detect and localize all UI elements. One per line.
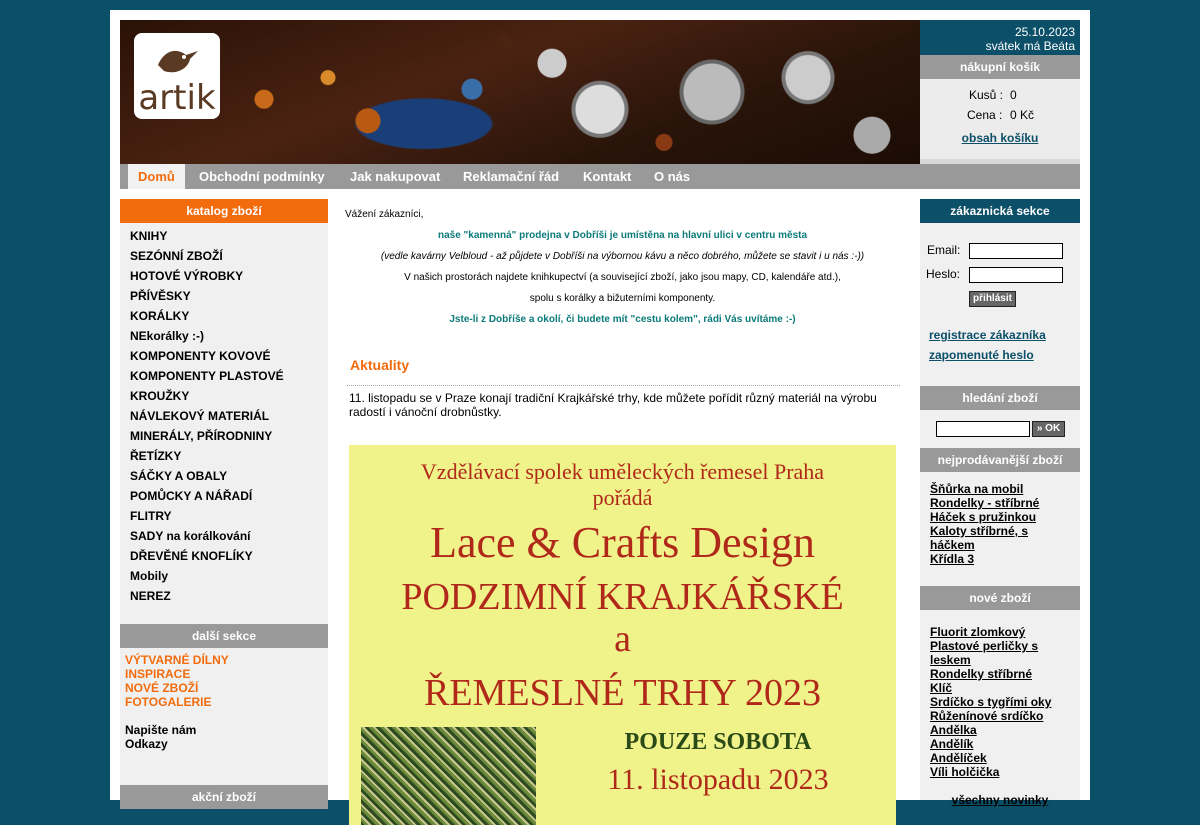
poster-line-5: a	[614, 618, 631, 660]
catalog-item[interactable]: KNIHY	[130, 229, 168, 243]
lace-picture	[361, 727, 536, 825]
nav-about[interactable]: O nás	[654, 169, 691, 184]
nav-terms[interactable]: Obchodní podmínky	[199, 169, 325, 184]
new-item[interactable]: Andělíček	[930, 751, 987, 765]
new-item[interactable]: Fluorit zlomkový	[930, 625, 1026, 639]
welcome-line-4: spolu s korálky a bižuterními komponenty.	[529, 293, 716, 304]
cart-items-value: 0	[1010, 88, 1017, 102]
welcome-greeting: Vážení zákazníci,	[345, 209, 424, 220]
nav-how-to-buy[interactable]: Jak nakupovat	[350, 169, 441, 184]
new-item[interactable]: Rondelky stříbrné	[930, 667, 1033, 681]
section-link-workshops[interactable]: VÝTVARNÉ DÍLNY	[125, 653, 229, 667]
nav-contact[interactable]: Kontakt	[583, 169, 632, 184]
page	[110, 10, 1090, 807]
catalog-item[interactable]: FLITRY	[130, 509, 172, 523]
cart-items-label: Kusů :	[969, 88, 1004, 102]
nav-home[interactable]: Domů	[128, 164, 185, 189]
cart-contents-link[interactable]: obsah košíku	[961, 131, 1039, 145]
news-title: Aktuality	[350, 357, 410, 373]
new-item[interactable]: Plastové perličky s leskem	[930, 639, 1039, 667]
email-label: Email:	[927, 243, 961, 257]
header-banner-image	[120, 20, 920, 164]
nav-complaints[interactable]: Reklamační řád	[463, 169, 560, 184]
forgot-password-link[interactable]: zapomenuté heslo	[929, 348, 1034, 362]
poster-line-7: POUZE SOBOTA	[624, 729, 812, 755]
current-date: 25.10.2023	[1014, 25, 1075, 39]
poster-line-1: Vzdělávací spolek uměleckých řemesel Praha	[420, 459, 825, 484]
new-goods-list	[930, 625, 1070, 779]
poster-line-6: ŘEMESLNÉ TRHY 2023	[424, 672, 821, 714]
divider	[347, 385, 900, 386]
poster-line-2: pořádá	[592, 485, 653, 510]
catalog-title: katalog zboží	[120, 199, 328, 223]
new-item[interactable]: Andělka	[930, 723, 977, 737]
shopping-cart-box	[920, 20, 1080, 164]
cart-title: nákupní košík	[920, 55, 1080, 79]
cart-summary	[920, 79, 1080, 159]
poster-line-8: 11. listopadu 2023	[607, 763, 829, 796]
catalog-item[interactable]: KOMPONENTY KOVOVÉ	[130, 349, 271, 363]
catalog-item[interactable]: POMŮCKY A NÁŘADÍ	[130, 489, 253, 503]
catalog-item[interactable]: MINERÁLY, PŘÍRODNINY	[130, 429, 273, 443]
catalog-item[interactable]: ŘETÍZKY	[130, 449, 182, 463]
site-logo[interactable]	[134, 33, 220, 119]
new-item[interactable]: Růženínové srdíčko	[930, 709, 1044, 723]
cart-price-value: 0 Kč	[1010, 108, 1035, 122]
event-poster-image[interactable]	[349, 445, 896, 825]
bestsellers-list	[930, 482, 1070, 566]
bestsellers-title: nejprodávanější zboží	[920, 448, 1080, 472]
bestseller-item[interactable]: Háček s pružinkou	[930, 510, 1037, 524]
section-link-links[interactable]: Odkazy	[125, 737, 168, 751]
catalog-item[interactable]: PŘÍVĚSKY	[130, 289, 191, 303]
catalog-item[interactable]: Mobily	[130, 569, 168, 583]
section-link-write-us[interactable]: Napište nám	[125, 723, 197, 737]
bestseller-item[interactable]: Křídla 3	[930, 552, 975, 566]
catalog-item[interactable]: SEZÓNNÍ ZBOŽÍ	[130, 249, 223, 263]
catalog-item[interactable]: KOMPONENTY PLASTOVÉ	[130, 369, 284, 383]
section-link-new-goods[interactable]: NOVÉ ZBOŽÍ	[125, 681, 199, 695]
register-link[interactable]: registrace zákazníka	[929, 328, 1046, 342]
new-item[interactable]: Andělík	[930, 737, 974, 751]
all-new-items-link[interactable]: všechny novinky	[951, 793, 1049, 807]
left-sidebar	[120, 199, 328, 804]
password-field[interactable]	[969, 267, 1063, 283]
new-goods-title: nové zboží	[920, 586, 1080, 610]
catalog-item[interactable]: HOTOVÉ VÝROBKY	[130, 269, 244, 283]
date-box	[920, 20, 1080, 55]
cart-price-label: Cena :	[967, 108, 1003, 122]
catalog-item[interactable]: DŘEVĚNÉ KNOFLÍKY	[130, 549, 253, 563]
new-item[interactable]: Víli holčička	[930, 765, 1000, 779]
new-item[interactable]: Klíč	[930, 681, 953, 695]
section-link-inspiration[interactable]: INSPIRACE	[125, 667, 191, 681]
header	[120, 20, 1080, 164]
bestseller-item[interactable]: Rondelky - stříbrné	[930, 496, 1040, 510]
main-content	[345, 209, 900, 796]
welcome-line-2: (vedle kavárny Velbloud - až půjdete v Dobříši na výbornou kávu a něco dobrého, můžete se stavit i u nás :-))	[380, 251, 865, 262]
catalog-item[interactable]: NEkorálky :-)	[130, 329, 205, 343]
poster-line-4: PODZIMNÍ KRAJKÁŘSKÉ	[401, 576, 844, 618]
customer-section-title: zákaznická sekce	[920, 199, 1080, 223]
catalog-item[interactable]: NEREZ	[130, 589, 171, 603]
catalog-item[interactable]: KORÁLKY	[130, 309, 190, 323]
welcome-line-5: Jste-li z Dobříše a okolí, či budete mít "cestu kolem", rádi Vás uvítáme :-)	[449, 314, 796, 325]
search-title: hledání zboží	[920, 386, 1080, 410]
catalog-item[interactable]: NÁVLEKOVÝ MATERIÁL	[130, 409, 270, 423]
sale-goods-title: akční zboží	[120, 785, 328, 809]
catalog-item[interactable]: SADY na korálkování	[130, 529, 251, 543]
news-text: 11. listopadu se v Praze konají tradiční Krajkářské trhy, kde můžete pořídit různý materiál na výrobu radostí i vánoční drobnůstky.	[349, 391, 877, 419]
bestseller-item[interactable]: Šňůrka na mobil	[930, 482, 1024, 496]
right-sidebar	[920, 199, 1080, 807]
bird-icon	[154, 43, 200, 77]
search-button[interactable]: » OK	[1032, 421, 1065, 437]
section-link-photogallery[interactable]: FOTOGALERIE	[125, 695, 212, 709]
catalog-item[interactable]: KROUŽKY	[130, 389, 190, 403]
other-sections-list	[120, 648, 328, 751]
email-field[interactable]	[969, 243, 1063, 259]
new-item[interactable]: Srdíčko s tygřími oky	[930, 695, 1052, 709]
bestseller-item[interactable]: Kaloty stříbrné, s háčkem	[930, 524, 1029, 552]
password-label: Heslo:	[926, 267, 961, 281]
search-input[interactable]	[936, 421, 1030, 437]
main-navigation	[120, 164, 1080, 189]
nameday: svátek má Beáta	[985, 39, 1075, 53]
login-button[interactable]: přihlásit	[969, 291, 1016, 307]
welcome-line-1: naše "kamenná" prodejna v Dobříši je umístěna na hlavní ulici v centru města	[437, 230, 808, 241]
catalog-item[interactable]: SÁČKY A OBALY	[130, 469, 228, 483]
other-sections-title: další sekce	[120, 624, 328, 648]
poster-line-3: Lace & Crafts Design	[430, 518, 815, 567]
catalog-list	[120, 223, 328, 606]
logo-text: artik	[138, 78, 216, 118]
welcome-line-3: V našich prostorách najdete knihkupectví (a související zboží, jako jsou mapy, CD, kalendáře atd.),	[404, 272, 841, 283]
